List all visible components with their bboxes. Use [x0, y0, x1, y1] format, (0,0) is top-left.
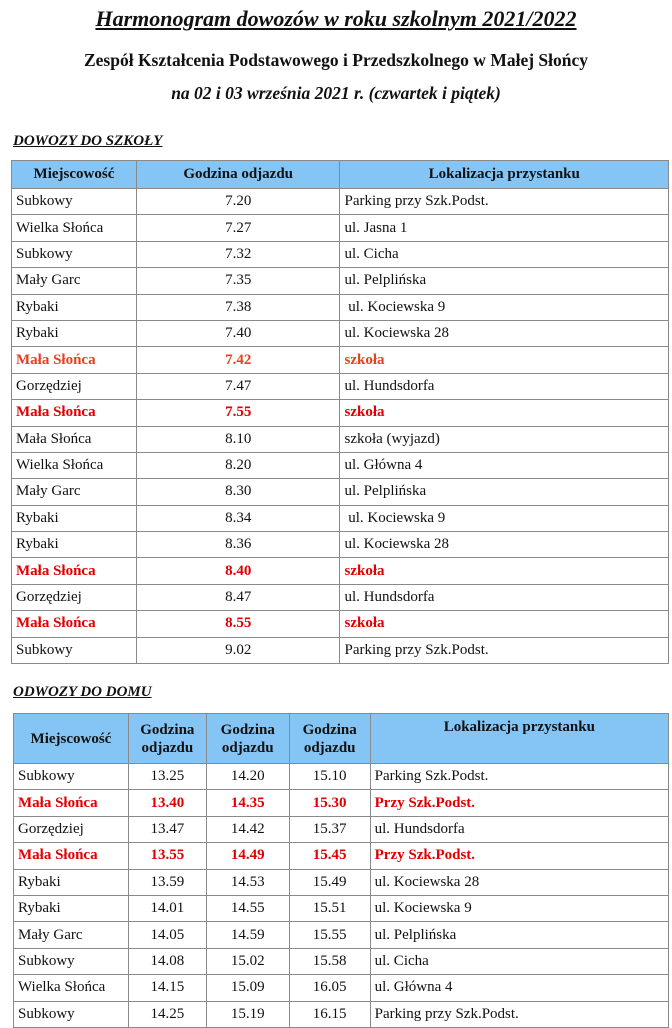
table-header-row [12, 161, 669, 189]
table-row [12, 426, 669, 452]
cell-place: Subkowy [14, 764, 129, 790]
cell-time: 7.32 [136, 241, 340, 267]
cell-time-1: 13.55 [128, 843, 206, 869]
cell-time: 8.55 [136, 611, 340, 637]
cell-stop: ul. Kociewska 28 [340, 320, 669, 346]
cell-time: 8.20 [136, 452, 340, 478]
cell-time-2: 14.20 [206, 764, 289, 790]
cell-time: 7.42 [136, 347, 340, 373]
cell-stop: ul. Główna 4 [340, 452, 669, 478]
document-title-text: Harmonogram dowozów w roku szkolnym 2021/2022 [95, 6, 577, 31]
table-row [12, 505, 669, 531]
cell-time-2: 14.55 [206, 895, 289, 921]
cell-stop: ul. Pelplińska [340, 479, 669, 505]
cell-time: 8.36 [136, 532, 340, 558]
table-row [14, 764, 669, 790]
cell-place: Wielka Słońca [14, 975, 129, 1001]
cell-place: Subkowy [12, 189, 137, 215]
table-row [12, 347, 669, 373]
cell-time: 7.55 [136, 400, 340, 426]
cell-stop: ul. Kociewska 9 [370, 895, 668, 921]
cell-place: Mały Garc [12, 268, 137, 294]
cell-stop: szkoła [340, 347, 669, 373]
table-row [12, 215, 669, 241]
cell-stop: ul. Hundsdorfa [340, 373, 669, 399]
cell-time-3: 16.15 [289, 1001, 370, 1027]
table-row [12, 584, 669, 610]
cell-stop: Parking Szk.Podst. [370, 764, 668, 790]
cell-time-1: 13.25 [128, 764, 206, 790]
table-row [12, 241, 669, 267]
to-home-table [13, 713, 669, 1028]
cell-place: Mała Słońca [14, 843, 129, 869]
cell-time: 9.02 [136, 637, 340, 663]
cell-time-3: 15.55 [289, 922, 370, 948]
cell-time-3: 15.10 [289, 764, 370, 790]
cell-stop: ul. Pelplińska [340, 268, 669, 294]
cell-time-1: 14.25 [128, 1001, 206, 1027]
cell-place: Mały Garc [12, 479, 137, 505]
cell-stop: ul. Jasna 1 [340, 215, 669, 241]
cell-time: 8.30 [136, 479, 340, 505]
table-row [12, 452, 669, 478]
table-row [14, 895, 669, 921]
cell-place: Subkowy [12, 637, 137, 663]
cell-place: Mała Słońca [12, 400, 137, 426]
cell-time-2: 15.19 [206, 1001, 289, 1027]
cell-stop: ul. Hundsdorfa [340, 584, 669, 610]
cell-place: Mały Garc [14, 922, 129, 948]
cell-time-1: 13.47 [128, 816, 206, 842]
table-row [12, 189, 669, 215]
cell-stop: szkoła [340, 611, 669, 637]
cell-stop: szkoła [340, 558, 669, 584]
cell-time-3: 15.49 [289, 869, 370, 895]
table-row [12, 532, 669, 558]
table-row [12, 637, 669, 663]
table-row [14, 922, 669, 948]
cell-place: Subkowy [14, 948, 129, 974]
cell-place: Gorzędziej [14, 816, 129, 842]
cell-stop: ul. Pelplińska [370, 922, 668, 948]
column-header-time-3: Godzina odjazdu [289, 714, 370, 764]
cell-stop: ul. Kociewska 28 [340, 532, 669, 558]
cell-stop: ul. Cicha [370, 948, 668, 974]
cell-place: Mała Słońca [12, 426, 137, 452]
table-row [12, 268, 669, 294]
table-row [14, 1001, 669, 1027]
cell-place: Mała Słońca [12, 558, 137, 584]
cell-time: 8.34 [136, 505, 340, 531]
cell-time: 7.38 [136, 294, 340, 320]
cell-time-1: 14.01 [128, 895, 206, 921]
cell-time: 7.27 [136, 215, 340, 241]
cell-place: Rybaki [14, 869, 129, 895]
cell-time-1: 14.08 [128, 948, 206, 974]
cell-place: Rybaki [12, 294, 137, 320]
cell-stop: szkoła [340, 400, 669, 426]
cell-stop: szkoła (wyjazd) [340, 426, 669, 452]
table-row [14, 790, 669, 816]
table-row [14, 975, 669, 1001]
table-row [14, 869, 669, 895]
cell-place: Gorzędziej [12, 584, 137, 610]
cell-time: 8.40 [136, 558, 340, 584]
cell-place: Subkowy [14, 1001, 129, 1027]
cell-stop: ul. Kociewska 9 [340, 505, 669, 531]
cell-place: Wielka Słońca [12, 215, 137, 241]
cell-place: Rybaki [14, 895, 129, 921]
table-row [12, 373, 669, 399]
document-title [0, 6, 672, 32]
cell-stop: ul. Główna 4 [370, 975, 668, 1001]
column-header-stop: Lokalizacja przystanku [370, 714, 668, 764]
cell-time-2: 14.35 [206, 790, 289, 816]
cell-time: 7.20 [136, 189, 340, 215]
cell-stop: Parking przy Szk.Podst. [370, 1001, 668, 1027]
cell-time-1: 13.59 [128, 869, 206, 895]
column-header-time-2: Godzina odjazdu [206, 714, 289, 764]
cell-time-1: 13.40 [128, 790, 206, 816]
section-heading-to-school: DOWOZY DO SZKOŁY [13, 133, 163, 149]
table-row [12, 320, 669, 346]
cell-time: 7.47 [136, 373, 340, 399]
table-header-row [14, 714, 669, 764]
cell-time-3: 15.51 [289, 895, 370, 921]
schedule-date: na 02 i 03 września 2021 r. (czwartek i piątek) [171, 83, 501, 103]
table-row [14, 948, 669, 974]
table-row [12, 294, 669, 320]
cell-stop: Parking przy Szk.Podst. [340, 637, 669, 663]
cell-stop: ul. Cicha [340, 241, 669, 267]
cell-place: Gorzędziej [12, 373, 137, 399]
table-row [12, 558, 669, 584]
cell-stop: ul. Kociewska 9 [340, 294, 669, 320]
cell-place: Rybaki [12, 532, 137, 558]
cell-time: 7.40 [136, 320, 340, 346]
cell-time-3: 15.37 [289, 816, 370, 842]
column-header-stop: Lokalizacja przystanku [340, 161, 669, 189]
cell-time-2: 14.59 [206, 922, 289, 948]
cell-time-2: 14.49 [206, 843, 289, 869]
cell-stop: Przy Szk.Podst. [370, 843, 668, 869]
cell-time-3: 15.58 [289, 948, 370, 974]
cell-place: Mała Słońca [12, 611, 137, 637]
cell-time: 7.35 [136, 268, 340, 294]
column-header-time-1: Godzina odjazdu [128, 714, 206, 764]
table-row [12, 479, 669, 505]
table-row [12, 400, 669, 426]
cell-time-2: 14.42 [206, 816, 289, 842]
cell-place: Mała Słońca [14, 790, 129, 816]
column-header-place: Miejscowość [12, 161, 137, 189]
to-school-table [11, 160, 669, 664]
cell-time-1: 14.15 [128, 975, 206, 1001]
cell-place: Rybaki [12, 505, 137, 531]
cell-time-3: 15.30 [289, 790, 370, 816]
column-header-time: Godzina odjazdu [136, 161, 340, 189]
cell-stop: ul. Kociewska 28 [370, 869, 668, 895]
table-row [14, 843, 669, 869]
cell-time-1: 14.05 [128, 922, 206, 948]
cell-place: Subkowy [12, 241, 137, 267]
cell-place: Rybaki [12, 320, 137, 346]
cell-stop: ul. Hundsdorfa [370, 816, 668, 842]
cell-stop: Przy Szk.Podst. [370, 790, 668, 816]
cell-place: Wielka Słońca [12, 452, 137, 478]
cell-time-2: 14.53 [206, 869, 289, 895]
column-header-place: Miejscowość [14, 714, 129, 764]
school-name: Zespół Kształcenia Podstawowego i Przedszkolnego w Małej Słońcy [83, 50, 589, 70]
table-row [12, 611, 669, 637]
cell-time: 8.47 [136, 584, 340, 610]
cell-time: 8.10 [136, 426, 340, 452]
cell-place: Mała Słońca [12, 347, 137, 373]
section-heading-to-home: ODWOZY DO DOMU [13, 684, 152, 700]
cell-time-3: 16.05 [289, 975, 370, 1001]
cell-stop: Parking przy Szk.Podst. [340, 189, 669, 215]
table-row [14, 816, 669, 842]
cell-time-2: 15.09 [206, 975, 289, 1001]
cell-time-3: 15.45 [289, 843, 370, 869]
cell-time-2: 15.02 [206, 948, 289, 974]
